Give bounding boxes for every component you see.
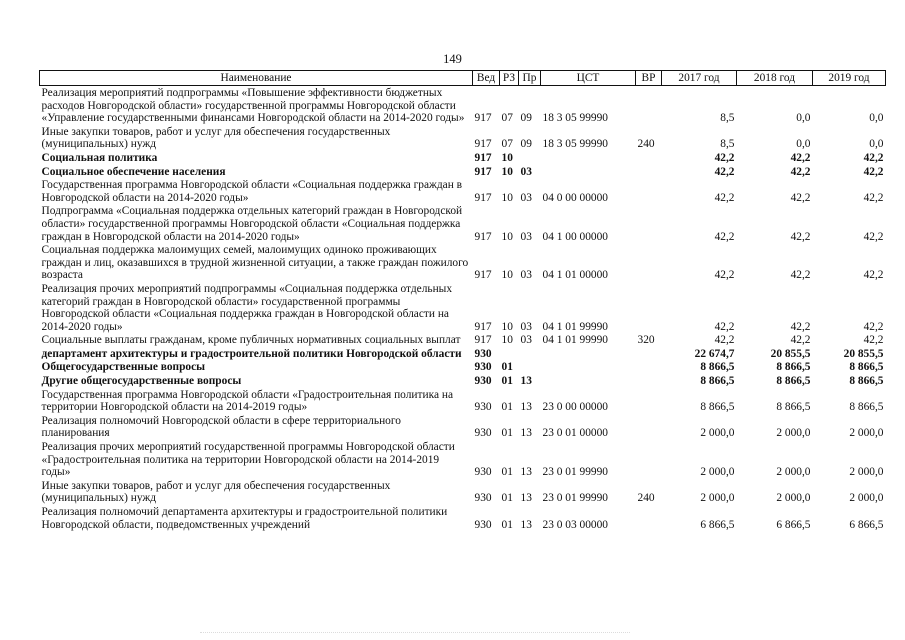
cell-name: Социальное обеспечение населения — [41, 165, 226, 178]
header-rz: РЗ — [500, 71, 519, 86]
cell-cst: 18 3 05 99990 — [542, 112, 608, 125]
cell-rz: 01 — [501, 427, 513, 440]
cell-2018: 2 000,0 — [776, 466, 811, 479]
cell-2017: 6 866,5 — [700, 518, 735, 531]
table-row — [40, 505, 886, 531]
cell-cst: 23 0 01 99990 — [542, 492, 608, 505]
table-row — [40, 440, 886, 479]
cell-vr — [636, 440, 662, 479]
cell-cst: 23 0 01 99990 — [542, 466, 608, 479]
cell-2017: 42,2 — [714, 165, 735, 178]
header-pr: Пр — [519, 71, 541, 86]
table-row — [40, 414, 886, 440]
cell-2017: 8,5 — [720, 112, 735, 125]
cell-ved: 917 — [474, 112, 492, 125]
cell-2018: 0,0 — [796, 138, 811, 151]
table-row — [40, 151, 886, 165]
table-row — [40, 204, 886, 243]
budget-table — [39, 70, 886, 531]
cell-2018: 42,2 — [790, 320, 811, 333]
cell-2019: 8 866,5 — [849, 401, 884, 414]
cell-2019: 2 000,0 — [849, 427, 884, 440]
cell-name: Иные закупки товаров, работ и услуг для обеспечения государственных (муниципальных) нужд — [41, 479, 391, 505]
cell-2018: 42,2 — [790, 334, 811, 347]
table-row — [40, 165, 886, 179]
cell-2017: 2 000,0 — [700, 427, 735, 440]
cell-2018: 8 866,5 — [776, 401, 811, 414]
page-number: 149 — [443, 52, 462, 66]
cell-2017: 8 866,5 — [700, 375, 735, 388]
cell-pr — [519, 151, 541, 165]
cell-2018: 6 866,5 — [776, 518, 811, 531]
cell-vr: 320 — [637, 334, 655, 347]
cell-2017: 42,2 — [714, 230, 735, 243]
cell-name: департамент архитектуры и градостроительной политики Новгородской области — [41, 347, 462, 360]
cell-name: Реализация полномочий департамента архитектуры и градостроительной политики Новгородской области, подведомственных учреждений — [41, 506, 448, 531]
cell-2017: 42,2 — [714, 269, 735, 282]
cell-2018: 42,2 — [790, 269, 811, 282]
cell-2019: 20 855,5 — [843, 347, 884, 360]
header-ved: Вед — [473, 71, 500, 86]
cell-name: Государственная программа Новгородской области «Градостроительная политика на территории Новгородской области на 2014-2019 годы» — [41, 388, 454, 414]
cell-2019: 42,2 — [863, 230, 884, 243]
cell-name: Реализация мероприятий подпрограммы «Повышение эффективности бюджетных расходов Новгородской области» государственной программы Новгородской области «Управление государственными финансами Новгородской области на 2014-2020 годы» — [41, 87, 465, 125]
cell-vr — [636, 360, 662, 374]
cell-2017: 8 866,5 — [700, 401, 735, 414]
cell-cst: 23 0 00 00000 — [542, 401, 608, 414]
cell-pr: 03 — [520, 334, 532, 347]
cell-ved: 917 — [474, 151, 492, 164]
cell-2019: 42,2 — [863, 320, 884, 333]
cell-name: Общегосударственные вопросы — [41, 361, 206, 374]
table-row — [40, 479, 886, 505]
cell-2017: 22 674,7 — [694, 347, 735, 360]
cell-vr — [636, 347, 662, 361]
cell-cst — [541, 374, 636, 388]
table-row — [40, 243, 886, 282]
cell-ved: 930 — [474, 375, 492, 388]
cell-rz: 10 — [501, 269, 513, 282]
header-2017: 2017 год — [662, 71, 737, 86]
cell-ved: 930 — [474, 492, 492, 505]
table-row — [40, 347, 886, 361]
cell-2019: 0,0 — [869, 112, 884, 125]
cell-pr: 03 — [520, 269, 532, 282]
cell-pr: 03 — [520, 191, 532, 204]
cell-cst — [541, 165, 636, 179]
cell-pr — [519, 347, 541, 361]
cell-2018: 42,2 — [790, 165, 811, 178]
cell-ved: 930 — [474, 401, 492, 414]
cell-cst — [541, 360, 636, 374]
cell-ved: 917 — [474, 269, 492, 282]
cell-2018: 8 866,5 — [776, 361, 811, 374]
cell-cst: 23 0 03 00000 — [542, 518, 608, 531]
cell-2018: 0,0 — [796, 112, 811, 125]
cell-2018: 2 000,0 — [776, 492, 811, 505]
cell-vr — [636, 282, 662, 333]
cell-pr: 03 — [520, 165, 532, 178]
cell-2019: 42,2 — [863, 334, 884, 347]
cell-rz: 10 — [501, 334, 513, 347]
cell-2017: 42,2 — [714, 334, 735, 347]
header-cst: ЦСТ — [541, 71, 636, 86]
cell-rz: 10 — [501, 230, 513, 243]
cell-ved: 917 — [474, 138, 492, 151]
table-row — [40, 388, 886, 414]
cell-rz: 01 — [501, 401, 513, 414]
cell-vr — [636, 86, 662, 125]
cell-pr: 13 — [520, 466, 532, 479]
cell-name: Социальная поддержка малоимущих семей, малоимущих одиноко проживающих граждан и лиц, оказавшихся в трудной жизненной ситуации, а также граждан пожилого возраста — [41, 244, 469, 282]
cell-2018: 42,2 — [790, 191, 811, 204]
cell-vr — [636, 165, 662, 179]
cell-2019: 0,0 — [869, 138, 884, 151]
table-header-row — [40, 71, 886, 86]
cell-rz: 07 — [501, 112, 513, 125]
table-row — [40, 282, 886, 333]
cell-cst — [541, 347, 636, 361]
cell-2019: 2 000,0 — [849, 492, 884, 505]
cell-name: Государственная программа Новгородской области «Социальная поддержка граждан в Новгородской области на 2014-2020 годы» — [41, 179, 463, 204]
cell-rz: 01 — [501, 375, 513, 388]
header-name: Наименование — [40, 71, 473, 86]
header-vr: ВР — [636, 71, 662, 86]
cell-pr: 03 — [520, 230, 532, 243]
table-row — [40, 360, 886, 374]
cell-ved: 917 — [474, 191, 492, 204]
cell-cst: 18 3 05 99990 — [542, 138, 608, 151]
cell-pr: 03 — [520, 320, 532, 333]
cell-ved: 917 — [474, 230, 492, 243]
cell-2017: 42,2 — [714, 320, 735, 333]
cell-2019: 6 866,5 — [849, 518, 884, 531]
cell-2019: 8 866,5 — [849, 375, 884, 388]
cell-2017: 42,2 — [714, 151, 735, 164]
cell-ved: 930 — [474, 361, 492, 374]
table-body — [40, 86, 886, 532]
cell-cst — [541, 151, 636, 165]
cell-rz: 01 — [501, 518, 513, 531]
header-2019: 2019 год — [813, 71, 886, 86]
cell-pr: 13 — [520, 492, 532, 505]
cell-ved: 930 — [474, 518, 492, 531]
cell-vr — [636, 178, 662, 204]
cell-rz: 10 — [501, 320, 513, 333]
cell-vr — [636, 414, 662, 440]
cell-ved: 917 — [474, 320, 492, 333]
cell-ved: 917 — [474, 334, 492, 347]
cell-2018: 8 866,5 — [776, 375, 811, 388]
cell-2017: 2 000,0 — [700, 466, 735, 479]
header-2018: 2018 год — [737, 71, 813, 86]
cell-vr — [636, 151, 662, 165]
cell-rz: 01 — [501, 466, 513, 479]
cell-2019: 42,2 — [863, 165, 884, 178]
table-row — [40, 333, 886, 347]
cell-2017: 2 000,0 — [700, 492, 735, 505]
cell-2018: 20 855,5 — [770, 347, 811, 360]
cell-cst: 04 0 00 00000 — [542, 191, 608, 204]
cell-pr: 13 — [520, 427, 532, 440]
cell-rz: 01 — [501, 361, 513, 374]
cell-2017: 8 866,5 — [700, 361, 735, 374]
cell-name: Другие общегосударственные вопросы — [41, 375, 242, 388]
cell-rz: 10 — [501, 191, 513, 204]
cell-rz: 07 — [501, 138, 513, 151]
cell-pr: 13 — [520, 401, 532, 414]
cell-pr: 13 — [520, 518, 532, 531]
cell-cst: 04 1 01 99990 — [542, 334, 608, 347]
cell-vr — [636, 204, 662, 243]
cell-2019: 8 866,5 — [849, 361, 884, 374]
cell-cst: 04 1 01 00000 — [542, 269, 608, 282]
cell-name: Реализация полномочий Новгородской области в сфере территориального планирования — [41, 414, 401, 440]
cell-name: Реализация прочих мероприятий подпрограммы «Социальная поддержка отдельных категорий граждан в Новгородской области» государственной программы Новгородской области «Социальная поддержка граждан в Новгородской области на 2014-2020 годы» — [41, 282, 453, 333]
cell-2019: 42,2 — [863, 269, 884, 282]
cell-rz: 10 — [501, 151, 513, 164]
cell-2017: 8,5 — [720, 138, 735, 151]
cell-2018: 42,2 — [790, 230, 811, 243]
cell-name: Подпрограмма «Социальная поддержка отдельных категорий граждан в Новгородской области» государственной программы Новгородской области «Социальная поддержка граждан в Новгородской области на 2014-2020 годы» — [41, 205, 463, 243]
table-row — [40, 374, 886, 388]
cell-2019: 42,2 — [863, 191, 884, 204]
cell-pr: 09 — [520, 112, 532, 125]
cell-rz — [500, 347, 519, 361]
cell-rz: 01 — [501, 492, 513, 505]
cell-vr — [636, 374, 662, 388]
cell-cst: 23 0 01 00000 — [542, 427, 608, 440]
cell-name: Социальная политика — [41, 151, 158, 164]
cell-rz: 10 — [501, 165, 513, 178]
cell-ved: 930 — [474, 347, 492, 360]
cell-vr — [636, 243, 662, 282]
cell-ved: 930 — [474, 427, 492, 440]
cell-vr: 240 — [637, 492, 655, 505]
cell-pr: 09 — [520, 138, 532, 151]
cell-2019: 42,2 — [863, 151, 884, 164]
cell-2018: 42,2 — [790, 151, 811, 164]
cell-name: Реализация прочих мероприятий государственной программы Новгородской области «Градостроительная политика на территории Новгородской области на 2014-2019 годы» — [41, 441, 455, 479]
cell-pr — [519, 360, 541, 374]
table-row — [40, 125, 886, 151]
table-row — [40, 178, 886, 204]
scan-artifact — [200, 632, 630, 635]
cell-ved: 930 — [474, 466, 492, 479]
cell-vr — [636, 505, 662, 531]
cell-cst: 04 1 00 00000 — [542, 230, 608, 243]
cell-vr: 240 — [637, 138, 655, 151]
cell-2017: 42,2 — [714, 191, 735, 204]
cell-pr: 13 — [520, 375, 532, 388]
cell-2019: 2 000,0 — [849, 466, 884, 479]
cell-cst: 04 1 01 99990 — [542, 320, 608, 333]
cell-2018: 2 000,0 — [776, 427, 811, 440]
cell-name: Социальные выплаты гражданам, кроме публичных нормативных социальных выплат — [41, 334, 461, 347]
cell-name: Иные закупки товаров, работ и услуг для обеспечения государственных (муниципальных) нужд — [41, 125, 391, 151]
table-row — [40, 86, 886, 125]
cell-ved: 917 — [474, 165, 492, 178]
cell-vr — [636, 388, 662, 414]
